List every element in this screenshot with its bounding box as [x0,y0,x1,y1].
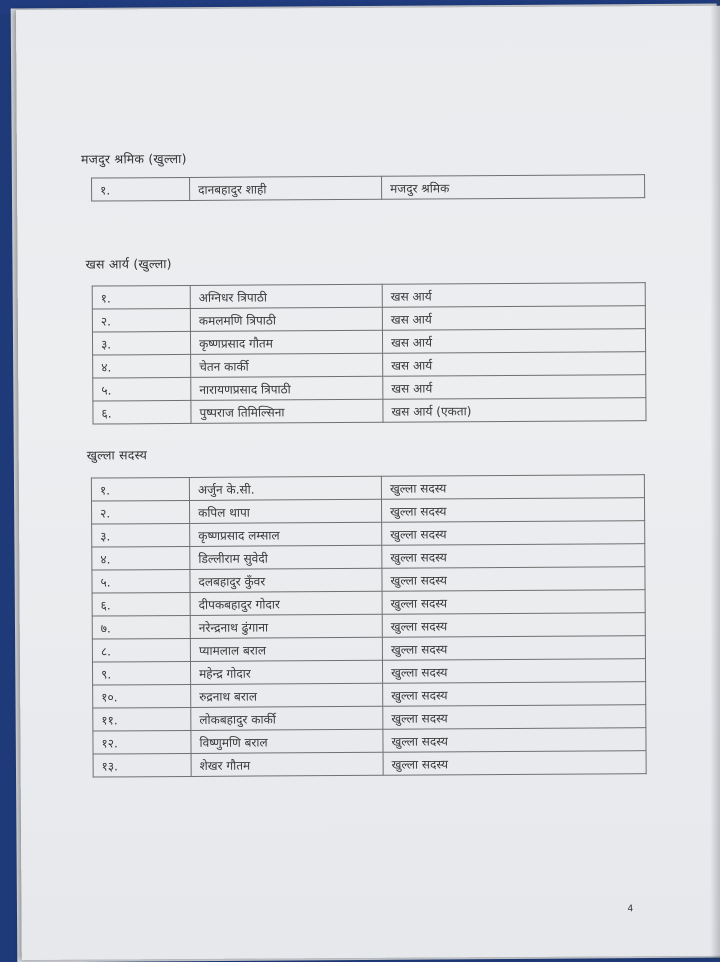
table-row [93,751,646,777]
member-name: विष्णुमणि बराल [191,729,383,753]
table-row [93,375,646,401]
member-category: खस आर्य [383,352,646,377]
member-category: खस आर्य (एकता) [383,398,646,423]
row-number: १. [92,285,190,309]
row-number: ९. [92,661,190,685]
table-row [93,682,646,708]
member-name: नारायणप्रसाद त्रिपाठी [191,376,383,400]
row-number: १०. [93,684,191,708]
table-row [93,352,646,378]
member-category: खुल्ला सदस्य [382,613,645,638]
table-row [92,613,645,639]
page-number: 4 [627,904,634,915]
table-row [92,636,645,662]
table-row [92,175,645,201]
row-number: १३. [93,753,191,777]
member-name: कपिल थापा [189,499,381,523]
row-number: १. [92,177,190,201]
member-name: नरेन्द्रनाथ ढुंगाना [190,614,382,638]
member-category: खुल्ला सदस्य [382,659,645,684]
table-row [92,590,645,616]
table-open-members [91,474,647,777]
member-name: दीपकबहादुर गोदार [190,591,382,615]
table-row [92,567,645,593]
member-name: कमलमणि त्रिपाठी [190,307,382,331]
document-page [16,6,720,960]
member-category: खुल्ला सदस्य [382,636,645,661]
table-row [92,544,645,570]
row-number: ११. [93,707,191,731]
section-heading-khas-arya: खस आर्य (खुल्ला) [85,256,172,272]
member-name: कृष्णप्रसाद लम्साल [190,522,382,546]
member-name: प्यामलाल बराल [190,637,382,661]
member-category: खुल्ला सदस्य [383,682,646,707]
member-category: खुल्ला सदस्य [382,590,645,615]
member-category: खुल्ला सदस्य [382,567,645,592]
table-row [93,705,646,731]
member-category: मजदुर श्रमिक [382,175,645,200]
member-name: महेन्द्र गोदार [190,660,382,684]
member-category: खस आर्य [382,283,645,308]
member-category: खुल्ला सदस्य [382,521,645,546]
row-number: ३. [92,523,190,547]
member-category: खुल्ला सदस्य [383,751,646,776]
table-row [92,521,645,547]
member-name: दानबहादुर शाही [190,176,382,200]
row-number: ४. [92,546,190,570]
member-name: अग्निधर त्रिपाठी [190,284,382,308]
member-name: लोकबहादुर कार्की [191,706,383,730]
member-category: खस आर्य [383,375,646,400]
member-category: खुल्ला सदस्य [383,705,646,730]
member-category: खुल्ला सदस्य [383,728,646,753]
table-row [92,498,645,524]
section-heading-open: खुल्ला सदस्य [86,447,148,463]
row-number: १२. [93,730,191,754]
table-khas-arya [92,282,647,424]
row-number: ५. [92,569,190,593]
row-number: ६. [92,592,190,616]
member-name: डिल्लीराम सुवेदी [190,545,382,569]
member-name: शेखर गौतम [191,752,383,776]
table-row [92,306,645,332]
row-number: ३. [92,331,190,355]
row-number: ५. [93,377,191,401]
table-row [92,329,645,355]
row-number: ८. [92,638,190,662]
section-heading-worker: मजदुर श्रमिक (खुल्ला) [80,150,187,167]
row-number: १. [91,477,189,501]
member-category: खुल्ला सदस्य [382,544,645,569]
table-row [92,659,645,685]
row-number: २. [92,500,190,524]
member-category: खुल्ला सदस्य [381,498,644,523]
member-name: कृष्णप्रसाद गौतम [190,330,382,354]
member-name: पुष्पराज तिमिल्सिना [191,399,383,423]
page-shadow-edge [710,0,720,960]
member-name: दलबहादुर कुँवर [190,568,382,592]
member-category: खुल्ला सदस्य [381,475,644,500]
row-number: २. [92,308,190,332]
member-category: खस आर्य [382,329,645,354]
row-number: ६. [93,400,191,424]
row-number: ४. [93,354,191,378]
table-row [93,398,646,424]
member-name: चेतन कार्की [191,353,383,377]
member-name: अर्जुन के.सी. [189,476,381,500]
table-row [93,728,646,754]
table-row [91,475,644,501]
table-worker [91,174,645,201]
row-number: ७. [92,615,190,639]
member-category: खस आर्य [382,306,645,331]
table-row [92,283,645,309]
member-name: रुद्रनाथ बराल [191,683,383,707]
